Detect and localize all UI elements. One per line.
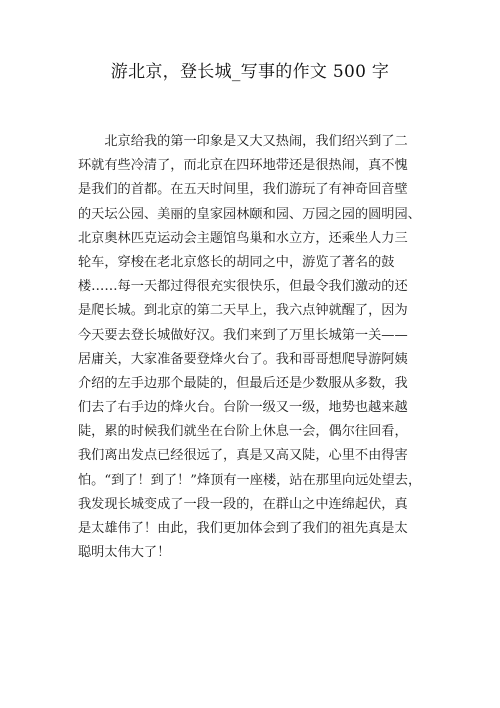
essay-line: 我们离出发点已经很远了，真是又高又陡，心里不由得害 bbox=[78, 448, 408, 464]
essay-body bbox=[78, 130, 438, 565]
essay-line: 今天要去登长城做好汉。我们来到了万里长城第一关—— bbox=[78, 327, 408, 343]
essay-line: 是我们的首都。在五天时间里，我们游玩了有神奇回音壁 bbox=[78, 182, 408, 198]
essay-line: 轮车，穿梭在老北京悠长的胡同之中，游览了著名的鼓 bbox=[78, 254, 395, 270]
essay-line: 北京给我的第一印象是又大又热闹，我们绍兴到了二 bbox=[78, 134, 408, 149]
essay-line: 的天坛公园、美丽的皇家园林颐和园、万园之园的圆明园、 bbox=[78, 206, 421, 222]
essay-line: 介绍的左手边那个最陡的，但最后还是少数服从多数，我 bbox=[78, 375, 408, 391]
essay-line: 北京奥林匹克运动会主题馆鸟巢和水立方，还乘坐人力三 bbox=[78, 230, 408, 246]
essay-line: 聪明太伟大了！ bbox=[78, 545, 171, 561]
essay-line: 是太雄伟了！由此，我们更加体会到了我们的祖先真是太 bbox=[78, 521, 408, 536]
essay-line: 怕。“到了！到了！”烽顶有一座楼，站在那里向远处望去， bbox=[78, 472, 422, 488]
essay-line: 我发现长城变成了一段一段的，在群山之中连绵起伏，真 bbox=[78, 496, 408, 512]
essay-line: 陡，累的时候我们就坐在台阶上休息一会，偶尔往回看， bbox=[78, 424, 408, 440]
document-title: 游北京，登长城_写事的作文 500 字 bbox=[110, 62, 390, 82]
essay-line: 楼……每一天都过得很充实很快乐，但最令我们激动的还 bbox=[78, 279, 408, 295]
essay-line: 是爬长城。到北京的第二天早上，我六点钟就醒了，因为 bbox=[78, 303, 408, 319]
essay-line: 居庸关，大家准备要登烽火台了。我和哥哥想爬导游阿姨 bbox=[78, 351, 408, 367]
essay-line: 们去了右手边的烽火台。台阶一级又一级，地势也越来越 bbox=[78, 400, 408, 416]
essay-line: 环就有些冷清了，而北京在四环地带还是很热闹，真不愧 bbox=[78, 158, 408, 174]
